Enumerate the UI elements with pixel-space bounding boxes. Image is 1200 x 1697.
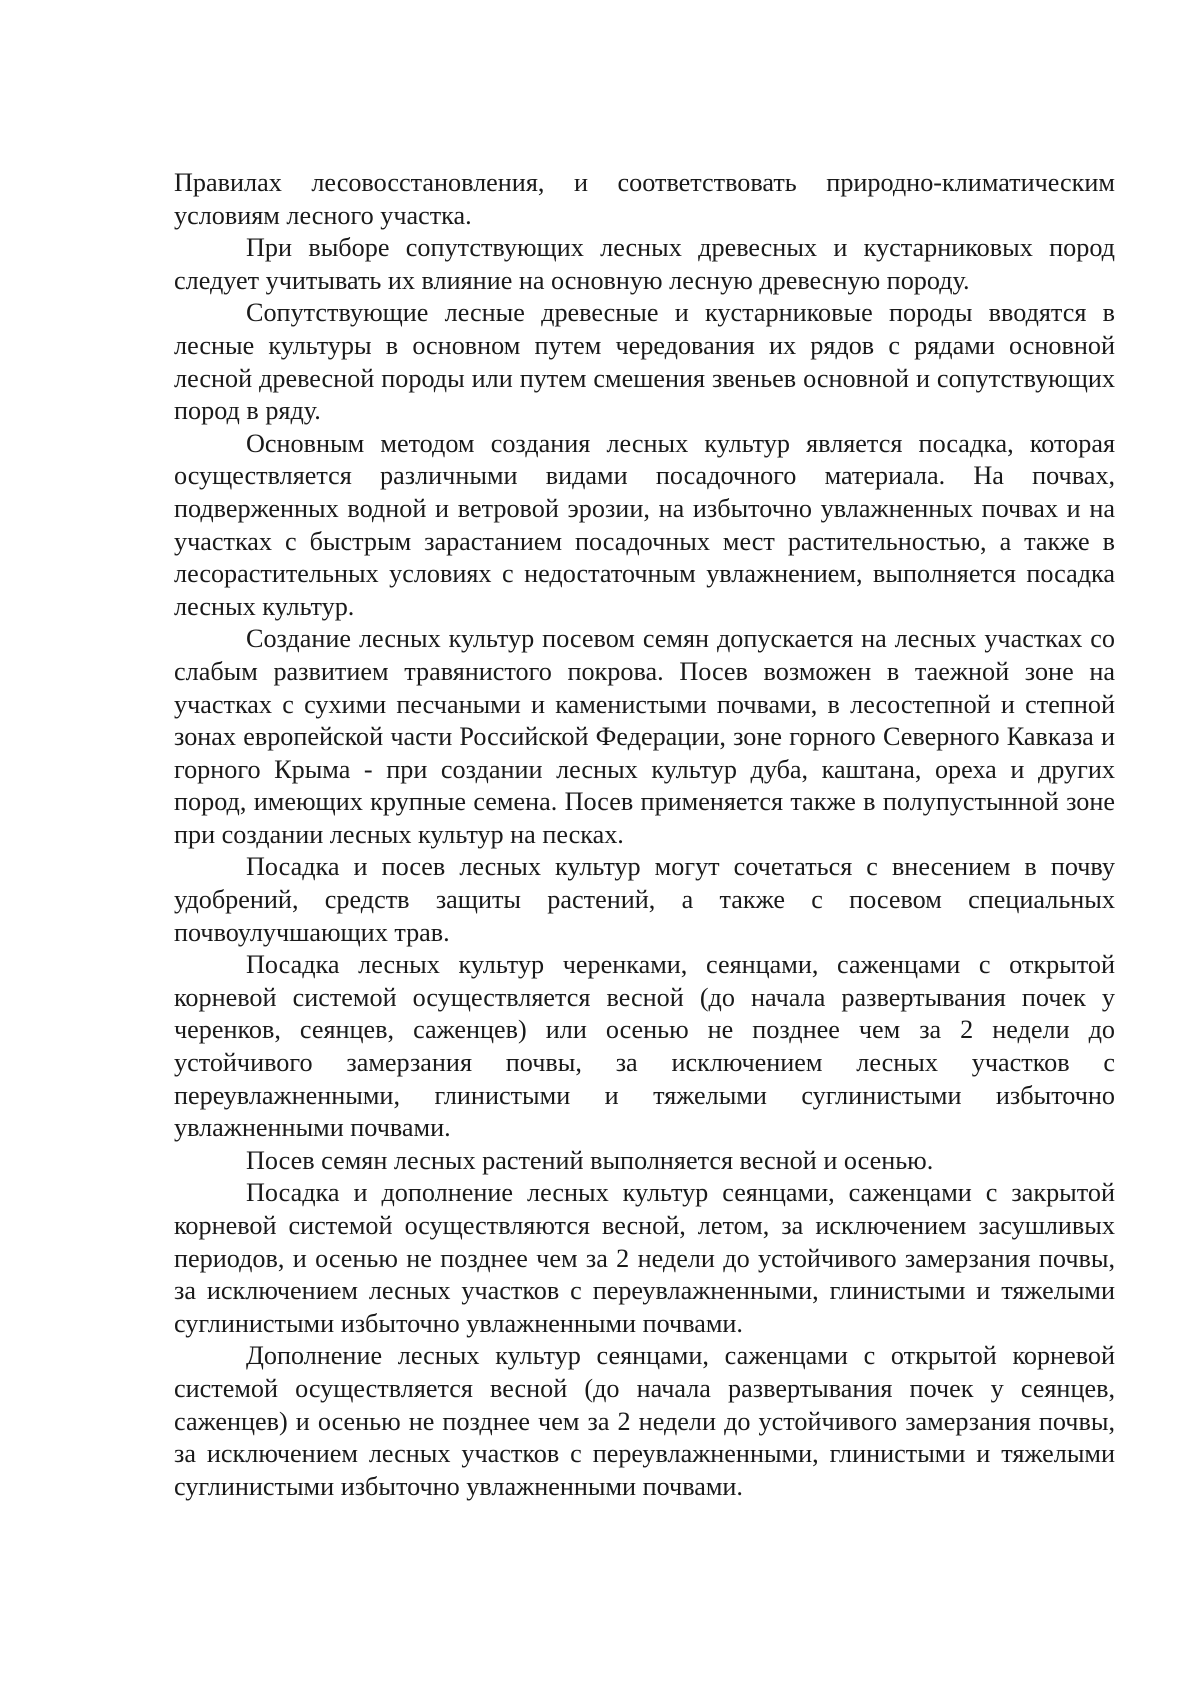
paragraph-6: Посадка и посев лесных культур могут сочетаться с внесением в почву удобрений, средств защиты растений, а также с посевом специальных почвоулучшающих трав.	[174, 852, 1115, 947]
paragraph-8: Посев семян лесных растений выполняется весной и осенью.	[246, 1145, 934, 1175]
paragraph-2: При выборе сопутствующих лесных древесных и кустарниковых пород следует учитывать их влияние на основную лесную древесную породу.	[174, 233, 1115, 295]
document-page	[174, 167, 1115, 1503]
paragraph-9: Посадка и дополнение лесных культур сеянцами, саженцами с закрытой корневой системой осуществляются весной, летом, за исключением засушливых периодов, и осенью не позднее чем за 2 недели до устойчивого замерзания почвы, за исключением лесных участков с переувлажненными, глинистыми и тяжелыми суглинистыми избыточно увлажненными почвами.	[174, 1178, 1115, 1338]
paragraph-1: Правилах лесовосстановления, и соответствовать природно-климатическим условиям лесного участка.	[174, 168, 1115, 230]
paragraph-3: Сопутствующие лесные древесные и кустарниковые породы вводятся в лесные культуры в основном путем чередования их рядов с рядами основной лесной древесной породы или путем смешения звеньев основной и сопутствующих пород в ряду.	[174, 298, 1115, 426]
paragraph-4: Основным методом создания лесных культур является посадка, которая осуществляется различными видами посадочного материала. На почвах, подверженных водной и ветровой эрозии, на избыточно увлажненных почвах и на участках с быстрым зарастанием посадочных мест растительностью, а также в лесорастительных условиях с недостаточным увлажнением, выполняется посадка лесных культур.	[174, 428, 1115, 621]
paragraph-5: Создание лесных культур посевом семян допускается на лесных участках со слабым развитием травянистого покрова. Посев возможен в таежной зоне на участках с сухими песчаными и каменистыми почвами, в лесостепной и степной зонах европейской части Российской Федерации, зоне горного Северного Кавказа и горного Крыма - при создании лесных культур дуба, каштана, ореха и других пород, имеющих крупные семена. Посев применяется также в полупустынной зоне при создании лесных культур на песках.	[174, 624, 1115, 849]
paragraph-10: Дополнение лесных культур сеянцами, саженцами с открытой корневой системой осуществляется весной (до начала развертывания почек у сеянцев, саженцев) и осенью не позднее чем за 2 недели до устойчивого замерзания почвы, за исключением лесных участков с переувлажненными, глинистыми и тяжелыми суглинистыми избыточно увлажненными почвами.	[174, 1341, 1115, 1501]
paragraph-7: Посадка лесных культур черенками, сеянцами, саженцами с открытой корневой системой осуществляется весной (до начала развертывания почек у черенков, сеянцев, саженцев) или осенью не позднее чем за 2 недели до устойчивого замерзания почвы, за исключением лесных участков с переувлажненными, глинистыми и тяжелыми суглинистыми избыточно увлажненными почвами.	[174, 950, 1115, 1143]
